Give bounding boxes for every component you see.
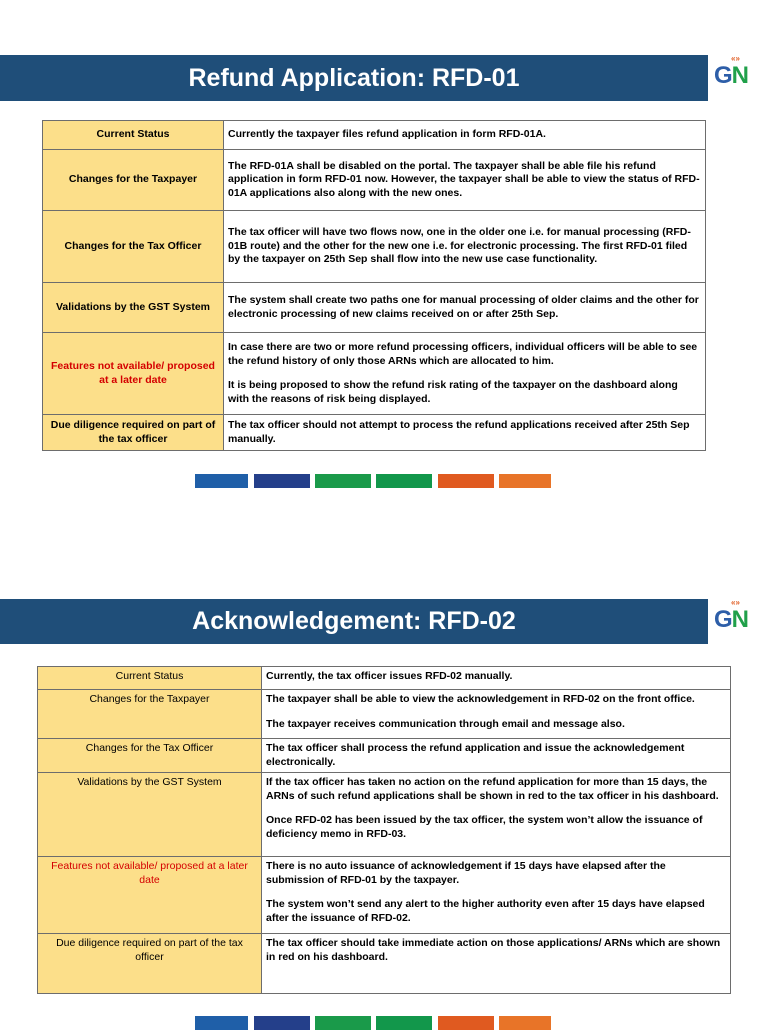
row-value (224, 333, 706, 415)
row-label: Due diligence required on part of the tax officer (43, 415, 224, 451)
table-row (43, 121, 706, 150)
table-row (43, 415, 706, 451)
stripe-segment (499, 474, 551, 488)
row-value-paragraph: The tax officer should take immediate action on those applications/ ARNs which are shown in red on his dashboard. (266, 937, 721, 963)
row-value-paragraph: If the tax officer has taken no action on the refund application for more than 15 days, the ARNs of such refund applications shall be shown in red to the tax officer in his dashboard. (266, 776, 719, 802)
table-row (38, 690, 731, 739)
row-label: Current Status (43, 121, 224, 150)
row-value (262, 739, 731, 773)
row-value (262, 667, 731, 690)
row-value (224, 283, 706, 333)
row-value-paragraph: The taxpayer shall be able to view the acknowledgement in RFD-02 on the front office. (266, 693, 695, 705)
row-label: Changes for the Tax Officer (38, 739, 262, 773)
stripe-segment (376, 474, 432, 488)
stripe-segment (315, 1016, 371, 1030)
stripe-segment (499, 1016, 551, 1030)
stripe-segment (438, 1016, 494, 1030)
table-row (38, 739, 731, 773)
slide1-title: Refund Application: RFD-01 (188, 63, 520, 92)
row-value-paragraph: The taxpayer receives communication through email and message also. (266, 717, 625, 730)
row-value-paragraph: Currently the taxpayer files refund application in form RFD-01A. (228, 128, 546, 141)
row-value-paragraph: Once RFD-02 has been issued by the tax officer, the system won’t allow the issuance of deficiency memo in RFD-03. (266, 814, 703, 840)
row-label: Validations by the GST System (38, 773, 262, 857)
gstn-logo-icon: GN «» (714, 598, 749, 633)
table-row (38, 773, 731, 857)
row-value-paragraph: The RFD-01A shall be disabled on the portal. The taxpayer shall be able file his refund application in form RFD-01 now. However, the taxpayer shall be able to view the status of RFD-01A applications also along with the new ones. (228, 159, 700, 199)
row-value (262, 934, 731, 994)
stripe-segment (195, 474, 248, 488)
slide1-table-body (43, 121, 706, 451)
row-label: Current Status (38, 667, 262, 690)
stripe-segment (195, 1016, 248, 1030)
row-value (262, 857, 731, 934)
table-row (43, 211, 706, 283)
row-label: Due diligence required on part of the tax officer (38, 934, 262, 994)
table-row (43, 283, 706, 333)
stripe-segment (254, 1016, 310, 1030)
row-value-paragraph: There is no auto issuance of acknowledgement if 15 days have elapsed after the submission of RFD-01 by the taxpayer. (266, 860, 666, 886)
row-value-paragraph: The system shall create two paths one for manual processing of older claims and the other for electronic processing of new claims received on or after 25th Sep. (228, 294, 699, 320)
stripe-segment (376, 1016, 432, 1030)
row-value (262, 773, 731, 857)
table-row (38, 667, 731, 690)
row-value-paragraph: It is being proposed to show the refund risk rating of the taxpayer on the dashboard along with the reasons of risk being displayed. (228, 379, 678, 405)
slide1-title-banner (0, 55, 708, 101)
slide1-table (42, 120, 706, 451)
row-value (224, 121, 706, 150)
row-value-paragraph: The tax officer should not attempt to process the refund applications received after 25th Sep manually. (228, 419, 690, 445)
slide2-table (37, 666, 731, 994)
row-value-paragraph: The tax officer will have two flows now, one in the older one i.e. for manual processing (RFD-01B route) and the other for the new one i.e. for electronic processing. The first RFD-01 filed by the taxpayer on 25th Sep shall flow into the new use case functionality. (228, 226, 691, 266)
row-label: Features not available/ proposed at a later date (38, 857, 262, 934)
gstn-logo-icon: GN «» (714, 54, 749, 89)
row-label: Features not available/ proposed at a later date (43, 333, 224, 415)
stripe-segment (438, 474, 494, 488)
row-value-paragraph: The tax officer shall process the refund application and issue the acknowledgement electronically. (266, 742, 685, 768)
slide2-title: Acknowledgement: RFD-02 (192, 607, 516, 635)
row-label: Validations by the GST System (43, 283, 224, 333)
slide2-table-body (38, 667, 731, 994)
row-value (262, 690, 731, 739)
table-row (43, 150, 706, 211)
table-row (38, 857, 731, 934)
slide2-title-banner (0, 599, 708, 644)
row-value (224, 211, 706, 283)
row-value (224, 150, 706, 211)
row-value-paragraph: In case there are two or more refund processing officers, individual officers will be able to see the refund history of only those ARNs which are allocated to him. (228, 341, 698, 367)
row-label: Changes for the Tax Officer (43, 211, 224, 283)
stripe-segment (315, 474, 371, 488)
row-value-paragraph: The system won’t send any alert to the higher authority even after 15 days have elapsed after the issuance of RFD-02. (266, 898, 705, 924)
row-value-paragraph: Currently, the tax officer issues RFD-02 manually. (266, 670, 513, 682)
stripe-segment (254, 474, 310, 488)
table-row (43, 333, 706, 415)
row-label: Changes for the Taxpayer (38, 690, 262, 739)
row-label: Changes for the Taxpayer (43, 150, 224, 211)
table-row (38, 934, 731, 994)
row-value (224, 415, 706, 451)
